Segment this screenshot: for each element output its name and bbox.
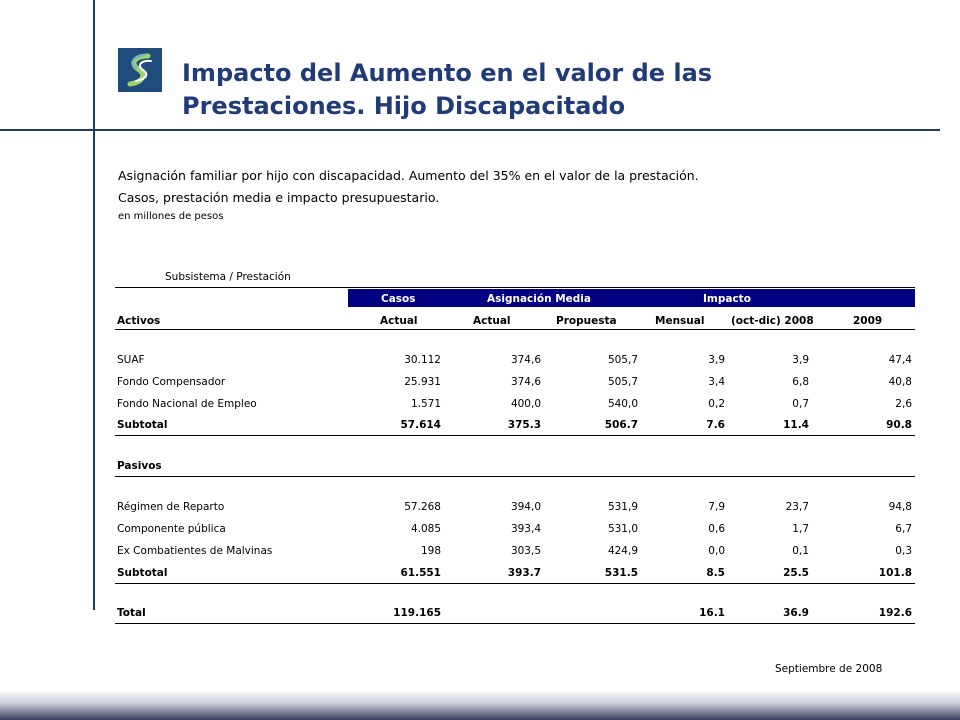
intro-line-2: Casos, prestación media e impacto presupuestario. [118,190,440,205]
cell-mensual: 0,2 [708,398,725,410]
table-row [115,523,915,539]
header-band [348,289,915,307]
row-label: Componente pública [117,523,226,535]
cell-mensual: 16.1 [699,607,725,619]
bottom-gradient-bar [0,690,960,720]
cell-casos: 1.571 [410,398,441,410]
cell-octdic: 6,8 [792,376,809,388]
row-label: Fondo Nacional de Empleo [117,398,257,410]
cell-actual: 374,6 [510,354,541,366]
table-row [115,398,915,414]
header-asignacion: Asignación Media [487,293,591,305]
cell-2009: 90.8 [886,419,912,431]
cell-mensual: 8.5 [706,567,725,579]
cell-casos: 61.551 [400,567,441,579]
subheader-asig-propuesta: Propuesta [556,315,617,327]
cell-casos: 57.268 [404,501,441,513]
cell-2009: 47,4 [888,354,912,366]
cell-mensual: 7.6 [706,419,725,431]
cell-octdic: 1,7 [792,523,809,535]
table-row [115,501,915,517]
title-line-1: Impacto del Aumento en el valor de las [182,59,713,87]
total-rule [115,623,915,624]
cell-2009: 6,7 [895,523,912,535]
subheader-octdic: (oct-dic) 2008 [731,315,814,327]
subtotal-row [115,567,915,583]
cell-2009: 101.8 [878,567,912,579]
cell-casos: 119.165 [393,607,441,619]
cell-actual: 375.3 [507,419,541,431]
cell-octdic: 0,7 [792,398,809,410]
row-label: Régimen de Reparto [117,501,225,513]
cell-propuesta: 540,0 [607,398,638,410]
row-label: Total [117,607,146,619]
cell-mensual: 7,9 [708,501,725,513]
cell-octdic: 3,9 [792,354,809,366]
cell-actual: 374,6 [510,376,541,388]
cell-mensual: 0,0 [708,545,725,557]
cell-actual: 303,5 [510,545,541,557]
cell-2009: 0,3 [895,545,912,557]
row-label: SUAF [117,354,145,366]
table-row [115,354,915,370]
cell-octdic: 0,1 [792,545,809,557]
intro-line-1: Asignación familiar por hijo con discapacidad. Aumento del 35% en el valor de la prestación. [118,168,699,183]
vertical-rule [93,0,95,610]
horizontal-rule [0,129,940,131]
cell-propuesta: 505,7 [607,376,638,388]
subheader-2009: 2009 [853,315,883,327]
header-bottom-rule [115,329,915,330]
subheader-activos: Activos [117,315,161,327]
row-label: Fondo Compensador [117,376,226,388]
cell-casos: 57.614 [400,419,441,431]
cell-2009: 2,6 [895,398,912,410]
row-label: Subtotal [117,567,168,579]
header-impacto: Impacto [703,293,751,305]
cell-actual: 394,0 [510,501,541,513]
cell-mensual: 3,9 [708,354,725,366]
cell-octdic: 23,7 [785,501,809,513]
subtotal-rule [115,435,915,436]
cell-octdic: 36.9 [783,607,809,619]
row-label: Ex Combatientes de Malvinas [117,545,273,557]
subtotal-row [115,419,915,435]
subtotal-rule [115,583,915,584]
cell-casos: 198 [420,545,441,557]
cell-casos: 4.085 [410,523,441,535]
cell-2009: 94,8 [888,501,912,513]
cell-casos: 30.112 [404,354,441,366]
subheader-mensual: Mensual [655,315,705,327]
intro-text [118,165,699,225]
cell-actual: 393.7 [507,567,541,579]
table-top-rule [115,287,915,288]
cell-2009: 40,8 [888,376,912,388]
cell-casos: 25.931 [404,376,441,388]
title-line-2: Prestaciones. Hijo Discapacitado [182,92,626,120]
section-pasivos: Pasivos [117,460,162,472]
cell-mensual: 3,4 [708,376,725,388]
subheader-casos-actual: Actual [380,315,418,327]
s-swirl-logo-icon [118,48,162,92]
cell-mensual: 0,6 [708,523,725,535]
table-row [115,545,915,561]
page-title [182,57,902,123]
row-label: Subtotal [117,419,168,431]
cell-octdic: 11.4 [783,419,809,431]
subsystem-header: Subsistema / Prestación [165,271,291,283]
cell-octdic: 25.5 [783,567,809,579]
header-casos: Casos [381,293,416,305]
cell-propuesta: 505,7 [607,354,638,366]
cell-propuesta: 531.5 [604,567,638,579]
table-row [115,376,915,392]
cell-actual: 400,0 [510,398,541,410]
section-rule [115,476,915,477]
total-row [115,607,915,623]
units-note: en millones de pesos [118,211,224,222]
cell-propuesta: 424,9 [607,545,638,557]
subheader-asig-actual: Actual [473,315,511,327]
cell-actual: 393,4 [510,523,541,535]
cell-propuesta: 531,0 [607,523,638,535]
cell-2009: 192.6 [878,607,912,619]
cell-propuesta: 531,9 [607,501,638,513]
cell-propuesta: 506.7 [604,419,638,431]
footer-date: Septiembre de 2008 [775,663,883,675]
